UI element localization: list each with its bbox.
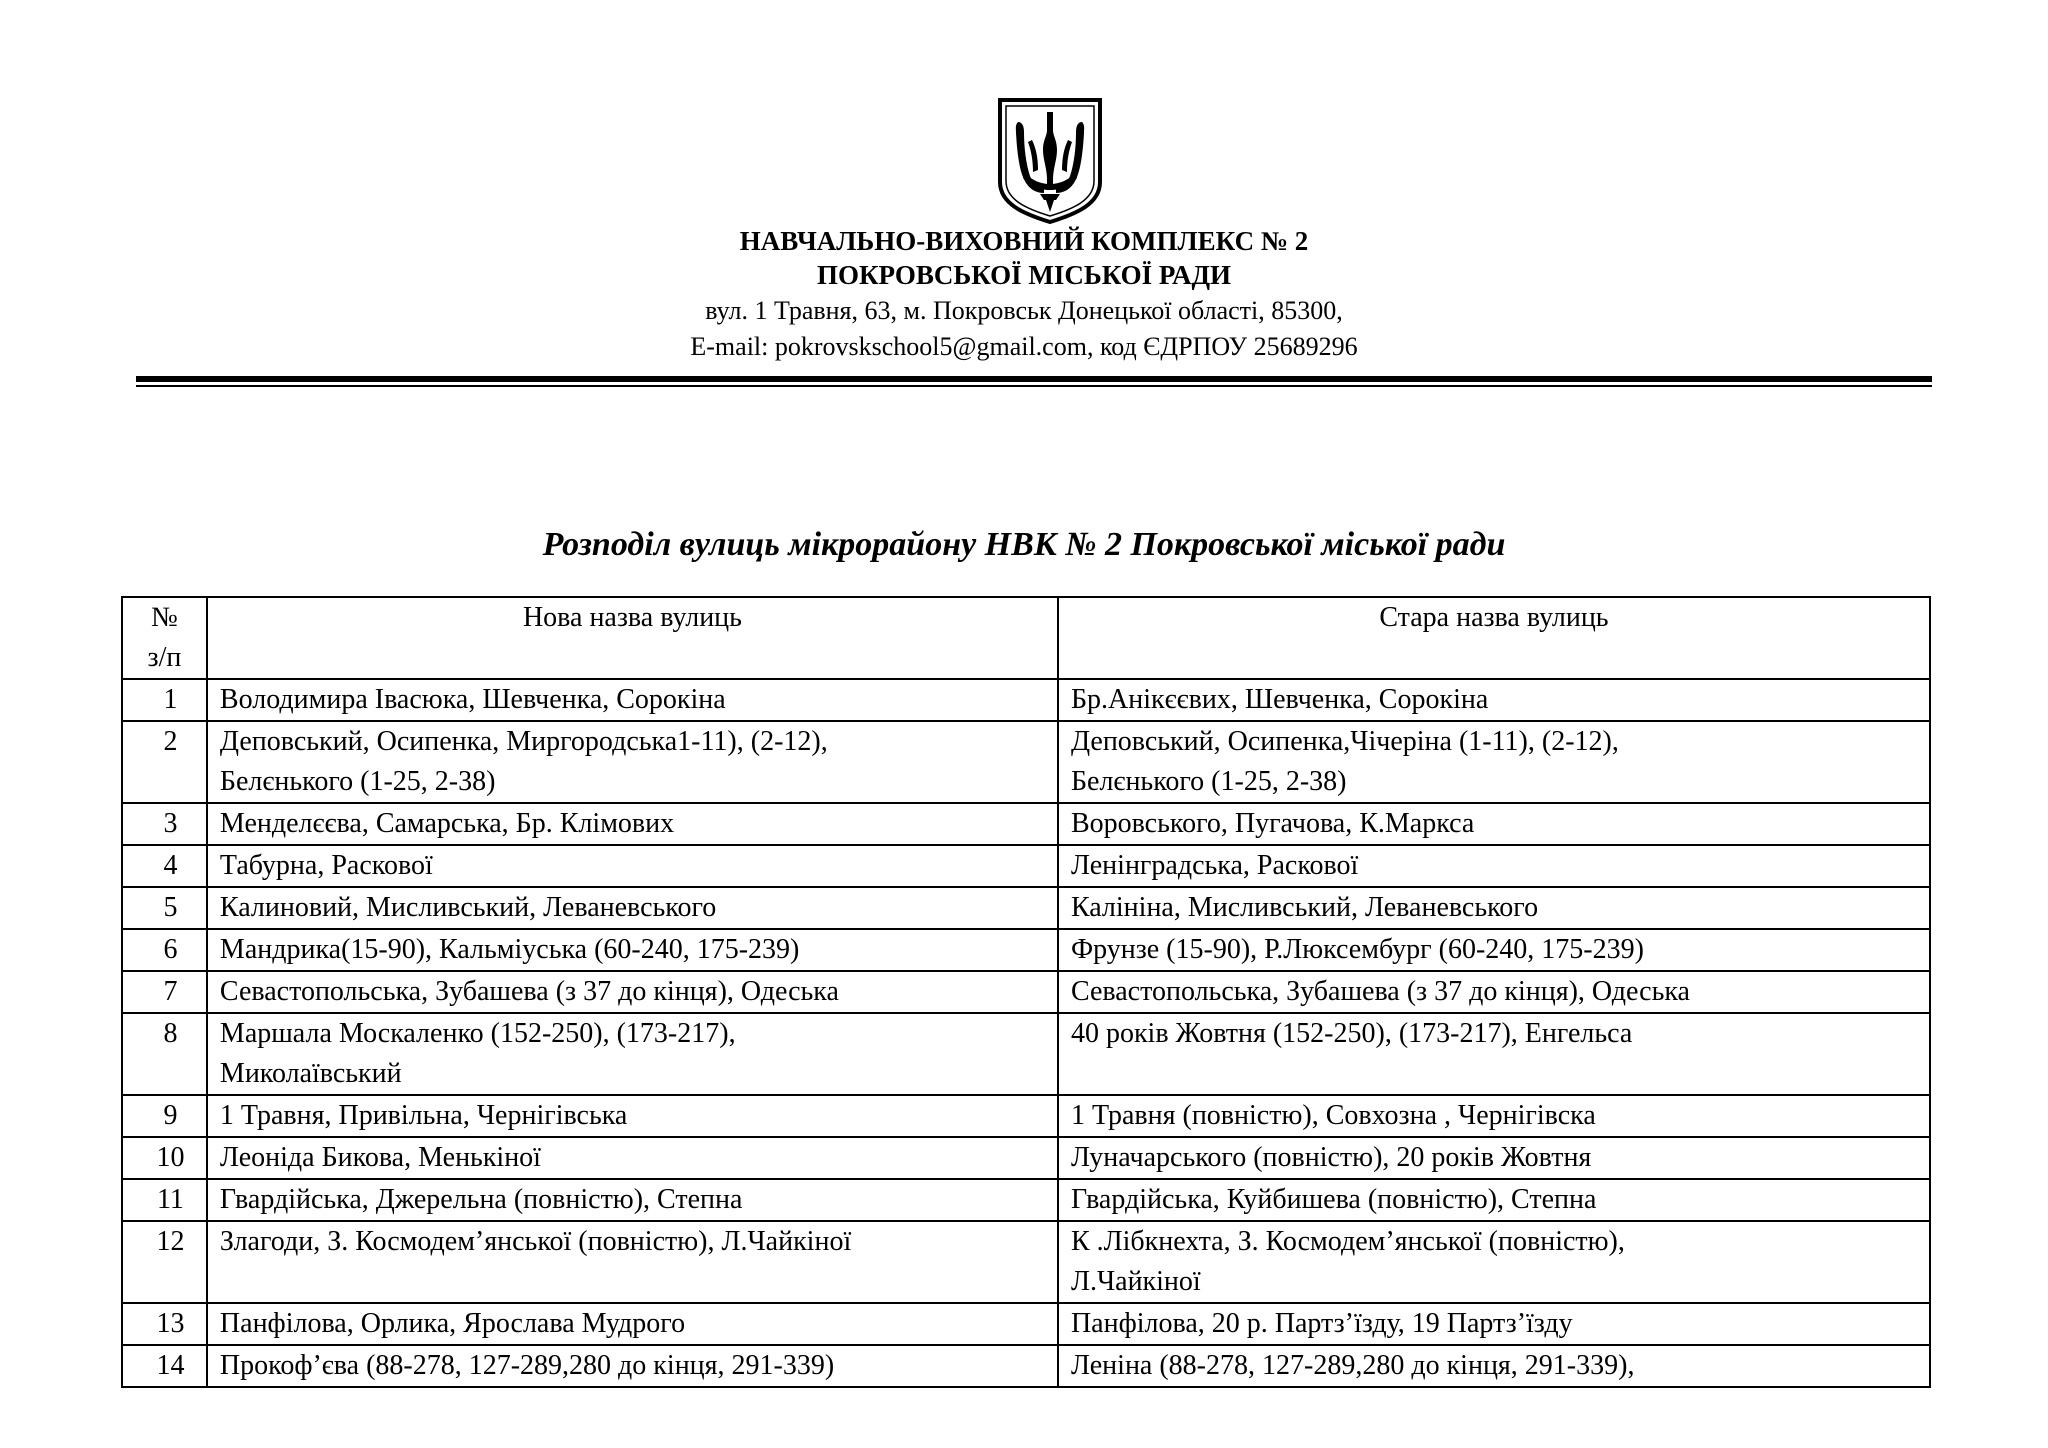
old-street-line: Луначарського (повністю), 20 років Жовтня bbox=[1070, 1142, 1592, 1173]
new-street-line: Леоніда Бикова, Менькіної bbox=[219, 1142, 541, 1173]
new-street-names bbox=[207, 929, 1058, 971]
organization-email-code: E-mail: pokrovskschool5@gmail.com, код ЄДРПОУ 25689296 bbox=[690, 332, 1358, 361]
old-street-line: Калініна, Мисливський, Леваневського bbox=[1070, 892, 1539, 923]
table-row bbox=[122, 803, 1930, 845]
old-street-names bbox=[1058, 803, 1930, 845]
old-street-line: Л.Чайкіної bbox=[1070, 1266, 1201, 1297]
row-number: 4 bbox=[122, 845, 207, 887]
old-street-line: Гвардійська, Куйбишева (повністю), Степна bbox=[1070, 1184, 1597, 1215]
row-number: 8 bbox=[122, 1013, 207, 1095]
new-street-line: Мандрика(15-90), Кальміуська (60-240, 175-239) bbox=[219, 934, 800, 965]
new-street-line: Гвардійська, Джерельна (повністю), Степна bbox=[219, 1184, 743, 1215]
table-row bbox=[122, 679, 1930, 721]
header-number-symbol: № bbox=[151, 602, 178, 633]
streets-table bbox=[121, 596, 1931, 1388]
new-street-names bbox=[207, 1179, 1058, 1221]
new-street-line: Менделєєва, Самарська, Бр. Клімових bbox=[219, 808, 675, 839]
row-number: 5 bbox=[122, 887, 207, 929]
old-street-line: Ленінградська, Раскової bbox=[1070, 850, 1359, 881]
row-number: 9 bbox=[122, 1095, 207, 1137]
row-number: 14 bbox=[122, 1345, 207, 1387]
old-street-names bbox=[1058, 1345, 1930, 1387]
old-street-line: Воровського, Пугачова, К.Маркса bbox=[1070, 808, 1475, 839]
table-row bbox=[122, 845, 1930, 887]
table-row bbox=[122, 1221, 1930, 1303]
old-street-line: Деповський, Осипенка,Чічеріна (1-11), (2-12), bbox=[1070, 726, 1619, 757]
old-street-names bbox=[1058, 721, 1930, 803]
row-number: 13 bbox=[122, 1303, 207, 1345]
table-row bbox=[122, 971, 1930, 1013]
old-street-names bbox=[1058, 1179, 1930, 1221]
old-street-names bbox=[1058, 1137, 1930, 1179]
new-street-names bbox=[207, 721, 1058, 803]
table-row bbox=[122, 1013, 1930, 1095]
new-street-names bbox=[207, 845, 1058, 887]
old-street-line: К .Лібкнехта, З. Космодем’янської (повністю), bbox=[1070, 1226, 1625, 1257]
new-street-line: Табурна, Раскової bbox=[219, 850, 433, 881]
old-street-line: Леніна (88-278, 127-289,280 до кінця, 291-339), bbox=[1070, 1350, 1635, 1381]
table-row bbox=[122, 1345, 1930, 1387]
header-number bbox=[122, 597, 207, 679]
old-street-line: Фрунзе (15-90), Р.Люксембург (60-240, 175-239) bbox=[1070, 934, 1644, 965]
new-street-line: Злагоди, З. Космодем’янської (повністю), Л.Чайкіної bbox=[219, 1226, 852, 1257]
old-street-names bbox=[1058, 929, 1930, 971]
document-title: Розподіл вулиць мікрорайону НВК № 2 Покровської міської ради bbox=[542, 526, 1506, 563]
table-row bbox=[122, 1303, 1930, 1345]
new-street-line: Деповський, Осипенка, Миргородська1-11), (2-12), bbox=[219, 726, 828, 757]
table-header-row bbox=[122, 597, 1930, 679]
header-new-name: Нова назва вулиць bbox=[207, 597, 1058, 679]
table-row bbox=[122, 1137, 1930, 1179]
new-street-line: Маршала Москаленко (152-250), (173-217), bbox=[219, 1018, 736, 1049]
table-row bbox=[122, 1179, 1930, 1221]
organization-name-line2: ПОКРОВСЬКОЇ МІСЬКОЇ РАДИ bbox=[816, 260, 1232, 290]
old-street-line: Панфілова, 20 р. Партз’їзду, 19 Партз’їзду bbox=[1070, 1308, 1573, 1339]
old-street-line: Белєнького (1-25, 2-38) bbox=[1070, 766, 1347, 797]
table-row bbox=[122, 929, 1930, 971]
new-street-line: Калиновий, Мисливський, Леваневського bbox=[219, 892, 717, 923]
header-divider-thin bbox=[136, 385, 1932, 387]
row-number: 6 bbox=[122, 929, 207, 971]
old-street-names bbox=[1058, 1303, 1930, 1345]
new-street-names bbox=[207, 1137, 1058, 1179]
table-row bbox=[122, 887, 1930, 929]
table-row bbox=[122, 721, 1930, 803]
old-street-names bbox=[1058, 1013, 1930, 1095]
row-number: 10 bbox=[122, 1137, 207, 1179]
new-street-names bbox=[207, 1345, 1058, 1387]
old-street-names bbox=[1058, 679, 1930, 721]
new-street-names bbox=[207, 1013, 1058, 1095]
new-street-line: 1 Травня, Привільна, Чернігівська bbox=[219, 1100, 628, 1131]
table-row bbox=[122, 1095, 1930, 1137]
new-street-line: Белєнького (1-25, 2-38) bbox=[219, 766, 496, 797]
row-number: 1 bbox=[122, 679, 207, 721]
new-street-line: Миколаївський bbox=[219, 1058, 402, 1089]
new-street-names bbox=[207, 1303, 1058, 1345]
row-number: 11 bbox=[122, 1179, 207, 1221]
trident-coat-of-arms-icon bbox=[996, 96, 1104, 224]
new-street-names bbox=[207, 887, 1058, 929]
old-street-line: Севастопольська, Зубашева (з 37 до кінця), Одеська bbox=[1070, 976, 1690, 1007]
new-street-line: Севастопольська, Зубашева (з 37 до кінця), Одеська bbox=[219, 976, 839, 1007]
old-street-names bbox=[1058, 887, 1930, 929]
new-street-line: Володимира Івасюка, Шевченка, Сорокіна bbox=[219, 684, 726, 715]
old-street-line: 40 років Жовтня (152-250), (173-217), Енгельса bbox=[1070, 1018, 1633, 1049]
new-street-line: Панфілова, Орлика, Ярослава Мудрого bbox=[219, 1308, 686, 1339]
new-street-line: Прокоф’єва (88-278, 127-289,280 до кінця, 291-339) bbox=[219, 1350, 835, 1381]
organization-address: вул. 1 Травня, 63, м. Покровськ Донецької області, 85300, bbox=[705, 296, 1343, 325]
header-old-name: Стара назва вулиць bbox=[1058, 597, 1930, 679]
new-street-names bbox=[207, 1095, 1058, 1137]
organization-name-line1: НАВЧАЛЬНО-ВИХОВНИЙ КОМПЛЕКС № 2 bbox=[739, 226, 1309, 256]
old-street-names bbox=[1058, 1221, 1930, 1303]
row-number: 3 bbox=[122, 803, 207, 845]
header-divider-thick bbox=[136, 376, 1932, 382]
row-number: 12 bbox=[122, 1221, 207, 1303]
header-number-abbrev: з/п bbox=[147, 642, 182, 673]
row-number: 7 bbox=[122, 971, 207, 1013]
old-street-names bbox=[1058, 845, 1930, 887]
old-street-line: 1 Травня (повністю), Совхозна , Чернігівска bbox=[1070, 1100, 1596, 1131]
new-street-names bbox=[207, 971, 1058, 1013]
new-street-names bbox=[207, 679, 1058, 721]
new-street-names bbox=[207, 803, 1058, 845]
row-number: 2 bbox=[122, 721, 207, 803]
old-street-names bbox=[1058, 971, 1930, 1013]
table-body bbox=[122, 679, 1930, 1387]
old-street-names bbox=[1058, 1095, 1930, 1137]
new-street-names bbox=[207, 1221, 1058, 1303]
old-street-line: Бр.Анікєєвих, Шевченка, Сорокіна bbox=[1070, 684, 1489, 715]
